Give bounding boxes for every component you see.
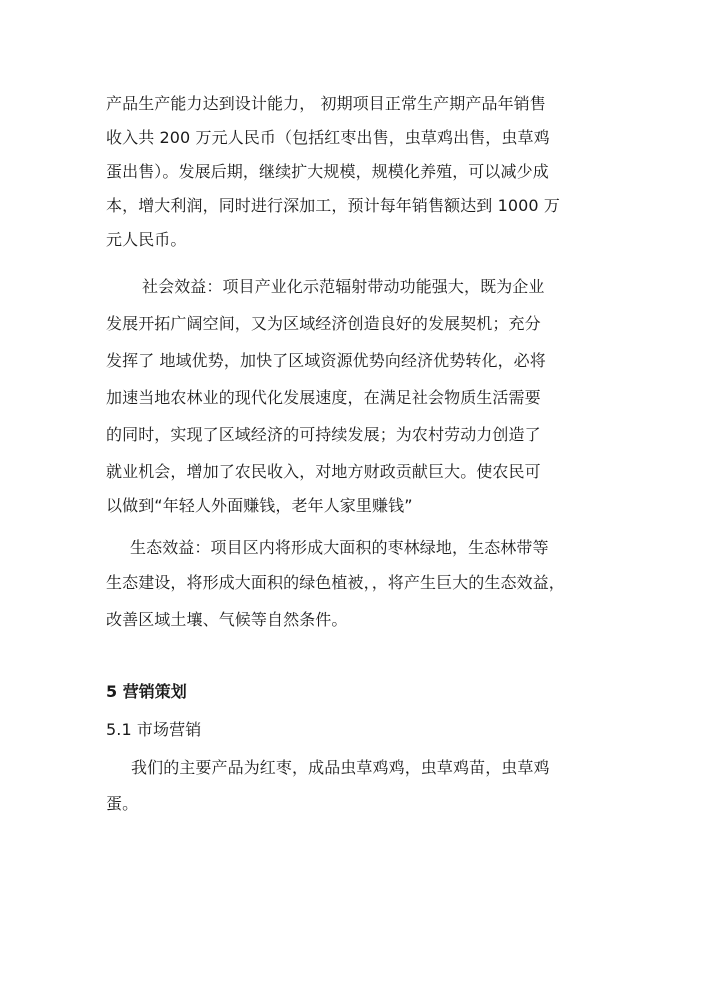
text-line: 蛋出售）。发展后期，继续扩大规模，规模化养殖，可以减少成 bbox=[106, 162, 549, 181]
text-line: 以做到“年轻人外面赚钱，老年人家里赚钱” bbox=[106, 496, 413, 515]
text-line: 就业机会，增加了农民收入，对地方财政贡献巨大。使农民可 bbox=[106, 462, 541, 481]
text-line: 收入共 200 万元人民币（包括红枣出售，虫草鸡出售，虫草鸡 bbox=[106, 128, 550, 147]
text-line: 社会效益：项目产业化示范辐射带动功能强大，既为企业 bbox=[142, 277, 545, 296]
text-line: 生态建设，将形成大面积的绿色植被，，将产生巨大的生态效益， bbox=[106, 573, 565, 592]
text-line: 产品生产能力达到设计能力， 初期项目正常生产期产品年销售 bbox=[106, 94, 546, 113]
text-line: 元人民币。 bbox=[106, 230, 187, 249]
text-line: 改善区域土壤、气候等自然条件。 bbox=[106, 610, 348, 629]
text-line: 本，增大利润，同时进行深加工，预计每年销售额达到 1000 万 bbox=[106, 196, 560, 215]
subsection-heading: 5.1 市场营销 bbox=[106, 720, 202, 739]
text-line: 发展开拓广阔空间，又为区域经济创造良好的发展契机；充分 bbox=[106, 314, 541, 333]
section-heading: 5 营销策划 bbox=[106, 682, 187, 701]
text-line: 的同时，实现了区域经济的可持续发展；为农村劳动力创造了 bbox=[106, 425, 541, 444]
text-line: 加速当地农林业的现代化发展速度，在满足社会物质生活需要 bbox=[106, 388, 541, 407]
text-line: 发挥了 地域优势，加快了区域资源优势向经济优势转化，必将 bbox=[106, 351, 546, 370]
text-line: 蛋。 bbox=[106, 794, 139, 813]
text-line: 生态效益：项目区内将形成大面积的枣林绿地，生态林带等 bbox=[130, 538, 549, 557]
text-line: 我们的主要产品为红枣，成品虫草鸡鸡，虫草鸡苗，虫草鸡 bbox=[131, 758, 550, 777]
